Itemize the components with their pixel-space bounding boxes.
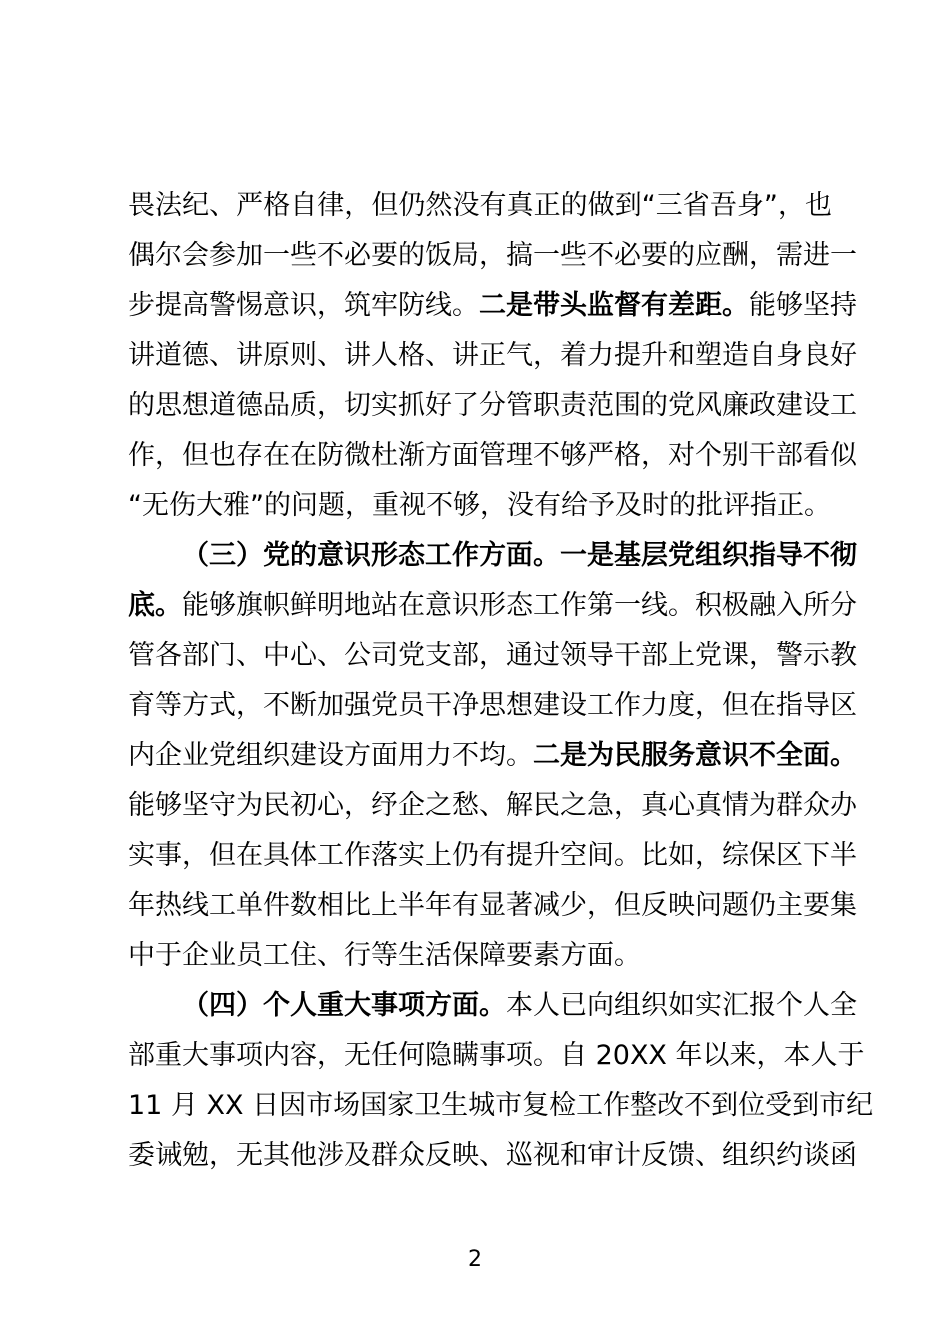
text-line bbox=[128, 1038, 865, 1074]
text-line bbox=[128, 838, 857, 874]
text-segment: 管各部门、中心、公司党支部，通过领导干部上党课，警示教 bbox=[128, 640, 857, 671]
text-segment: 畏法纪、严格自律，但仍然没有真正的做到“三省吾身”，也 bbox=[128, 190, 832, 221]
text-line bbox=[182, 988, 857, 1024]
bold-text-segment: （三）党的意识形态工作方面。一是基层党组织指导不彻 bbox=[182, 540, 857, 571]
text-segment: 育等方式，不断加强党员干净思想建设工作力度，但在指导区 bbox=[128, 690, 857, 721]
text-segment: 能够旗帜鲜明地站在意识形态工作第一线。积极融入所分 bbox=[182, 590, 857, 621]
text-segment: 年热线工单件数相比上半年有显著减少，但反映问题仍主要集 bbox=[128, 890, 857, 921]
text-segment: 委诫勉，无其他涉及群众反映、巡视和审计反馈、组织约谈函 bbox=[128, 1140, 857, 1171]
text-line bbox=[128, 938, 832, 974]
text-line bbox=[128, 738, 857, 774]
text-segment: 中于企业员工住、行等生活保障要素方面。 bbox=[128, 940, 641, 971]
text-line bbox=[128, 238, 857, 274]
bold-text-segment: 二是为民服务意识不全面。 bbox=[533, 740, 857, 771]
text-segment: “无伤大雅”的问题，重视不够，没有给予及时的批评指正。 bbox=[128, 490, 831, 521]
text-line bbox=[128, 638, 857, 674]
text-segment: 作，但也存在在防微杜渐方面管理不够严格，对个别干部看似 bbox=[128, 440, 857, 471]
text-line bbox=[128, 1088, 874, 1124]
text-segment: 步提高警惕意识，筑牢防线。 bbox=[128, 290, 479, 321]
text-line bbox=[128, 888, 857, 924]
text-segment: 偶尔会参加一些不必要的饭局，搞一些不必要的应酬，需进一 bbox=[128, 240, 857, 271]
text-segment: 实事，但在具体工作落实上仍有提升空间。比如，综保区下半 bbox=[128, 840, 857, 871]
text-segment: 能够坚持 bbox=[749, 290, 857, 321]
text-line bbox=[128, 488, 832, 524]
text-line bbox=[128, 1138, 857, 1174]
text-line bbox=[128, 188, 832, 224]
text-segment: 本人已向组织如实汇报个人全 bbox=[506, 990, 857, 1021]
text-line bbox=[128, 438, 857, 474]
text-line bbox=[128, 688, 857, 724]
bold-text-segment: 二是带头监督有差距。 bbox=[479, 290, 749, 321]
text-line bbox=[128, 288, 857, 324]
text-line bbox=[128, 588, 857, 624]
text-segment: 内企业党组织建设方面用力不均。 bbox=[128, 740, 533, 771]
text-segment: 能够坚守为民初心，纾企之愁、解民之急，真心真情为群众办 bbox=[128, 790, 857, 821]
bold-text-segment: 底。 bbox=[128, 590, 182, 621]
text-line bbox=[128, 338, 857, 374]
text-segment: 11 月 XX 日因市场国家卫生城市复检工作整改不到位受到市纪 bbox=[128, 1090, 874, 1121]
text-line bbox=[182, 538, 857, 574]
text-line bbox=[128, 388, 857, 424]
text-segment: 部重大事项内容，无任何隐瞒事项。自 20XX 年以来，本人于 bbox=[128, 1040, 865, 1071]
text-segment: 讲道德、讲原则、讲人格、讲正气，着力提升和塑造自身良好 bbox=[128, 340, 857, 371]
page-number: 2 bbox=[468, 1247, 482, 1272]
text-line bbox=[128, 788, 857, 824]
text-segment: 的思想道德品质，切实抓好了分管职责范围的党风廉政建设工 bbox=[128, 390, 857, 421]
bold-text-segment: （四）个人重大事项方面。 bbox=[182, 990, 506, 1021]
